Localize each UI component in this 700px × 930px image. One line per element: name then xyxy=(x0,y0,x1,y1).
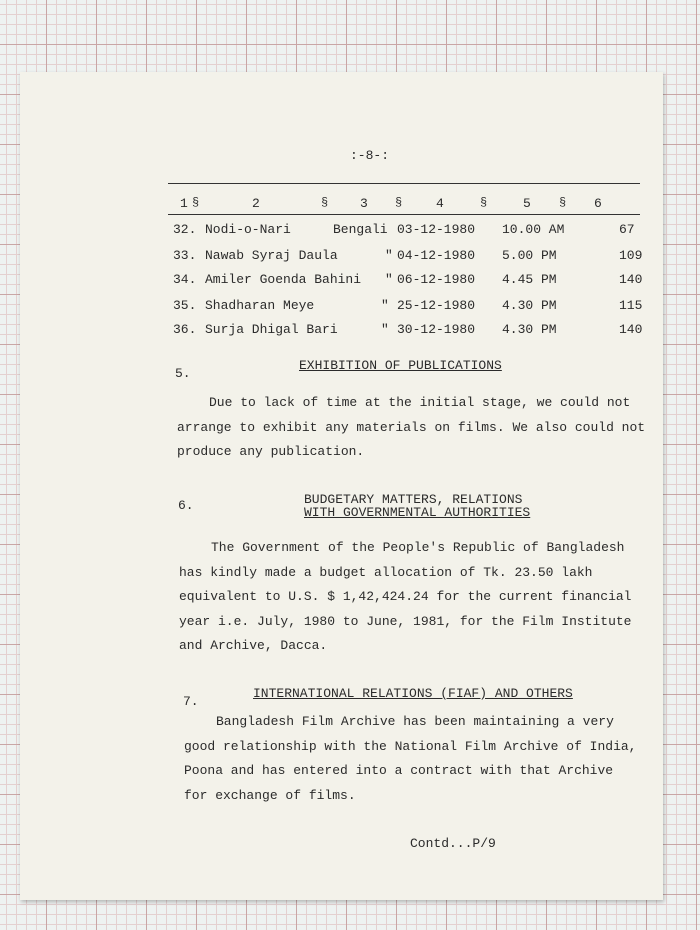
row-count: 140 xyxy=(619,322,643,337)
row-count: 115 xyxy=(619,298,643,313)
paragraph-line: Bangladesh Film Archive has been maintaining a very xyxy=(216,714,614,729)
row-title-text: Shadharan Meye xyxy=(205,298,315,313)
header-col-3: 3 xyxy=(360,196,368,211)
section-heading: EXHIBITION OF PUBLICATIONS xyxy=(299,358,502,373)
section-heading: BUDGETARY MATTERS, RELATIONS xyxy=(304,492,523,507)
section-number: 5. xyxy=(175,366,191,381)
row-date: 25-12-1980 xyxy=(397,298,476,313)
row-date: 04-12-1980 xyxy=(397,248,476,263)
paragraph-line: Due to lack of time at the initial stage, we could not xyxy=(209,395,631,410)
paragraph-line: produce any publication. xyxy=(177,444,365,459)
row-date: 30-12-1980 xyxy=(397,322,476,337)
paragraph-line: year i.e. July, 1980 to June, 1981, for the Film Institute xyxy=(179,613,632,629)
header-col-5: 5 xyxy=(523,196,531,211)
row-title-text: Nawab Syraj Daula xyxy=(205,248,338,263)
row-time: 4.30 PM xyxy=(502,298,557,313)
section-paragraph xyxy=(179,540,631,663)
row-number: 35. xyxy=(173,298,197,313)
header-separator: § xyxy=(559,196,567,210)
page-number: :-8-: xyxy=(350,148,390,163)
header-col-6: 6 xyxy=(594,196,602,211)
paragraph-line: good relationship with the National Film Archive of India, xyxy=(184,738,637,754)
header-separator: § xyxy=(321,196,329,210)
row-time: 4.30 PM xyxy=(502,322,557,337)
header-separator: § xyxy=(192,196,200,210)
document-page xyxy=(20,72,663,900)
row-time: 10.00 AM xyxy=(502,222,565,237)
row-language: Bengali xyxy=(333,222,388,237)
row-date: 06-12-1980 xyxy=(397,272,476,287)
header-col-2: 2 xyxy=(252,196,260,211)
table-header-rule xyxy=(168,214,640,215)
paragraph-line: Poona and has entered into a contract with that Archive xyxy=(184,763,614,778)
continuation-note: Contd...P/9 xyxy=(410,836,496,851)
header-col-1: 1 xyxy=(180,196,188,211)
paragraph-line: for exchange of films. xyxy=(184,787,356,803)
table-row xyxy=(173,248,643,264)
header-separator: § xyxy=(395,196,403,210)
section-heading: WITH GOVERNMENTAL AUTHORITIES xyxy=(304,505,531,520)
paragraph-line: and Archive, Dacca. xyxy=(179,638,328,653)
row-title-text: Nodi-o-Nari xyxy=(205,222,291,237)
row-number: 33. xyxy=(173,248,197,263)
table-row xyxy=(173,222,643,238)
table-row xyxy=(173,272,643,288)
row-title-text: Surja Dhigal Bari xyxy=(205,322,338,337)
row-language: " xyxy=(381,322,389,337)
row-time: 5.00 PM xyxy=(502,248,557,263)
section-paragraph xyxy=(184,714,636,812)
row-number: 36. xyxy=(173,322,197,337)
row-title: 32. xyxy=(173,222,197,237)
row-title-text: Amiler Goenda Bahini xyxy=(205,272,362,287)
row-time: 4.45 PM xyxy=(502,272,557,287)
row-language: " xyxy=(385,272,393,287)
header-separator: § xyxy=(480,196,488,210)
paragraph-line: arrange to exhibit any materials on films. We also could not xyxy=(177,419,646,435)
table-row xyxy=(173,322,643,338)
section-number: 6. xyxy=(178,498,194,513)
section-number: 7. xyxy=(183,694,199,709)
paragraph-line: The Government of the People's Republic of Bangladesh xyxy=(211,540,625,555)
paragraph-line: equivalent to U.S. $ 1,42,424.24 for the current financial xyxy=(179,589,632,604)
row-date: 03-12-1980 xyxy=(397,222,476,237)
table-row xyxy=(173,298,643,314)
row-language: " xyxy=(385,248,393,263)
row-count: 140 xyxy=(619,272,643,287)
row-count: 67 xyxy=(619,222,635,237)
row-count: 109 xyxy=(619,248,643,263)
section-heading: INTERNATIONAL RELATIONS (FIAF) AND OTHERS xyxy=(253,686,573,701)
row-language: " xyxy=(381,298,389,313)
header-col-4: 4 xyxy=(436,196,444,211)
table-top-rule xyxy=(168,183,640,184)
section-paragraph xyxy=(177,395,645,469)
row-number: 34. xyxy=(173,272,197,287)
paragraph-line: has kindly made a budget allocation of Tk. 23.50 lakh xyxy=(179,564,593,580)
